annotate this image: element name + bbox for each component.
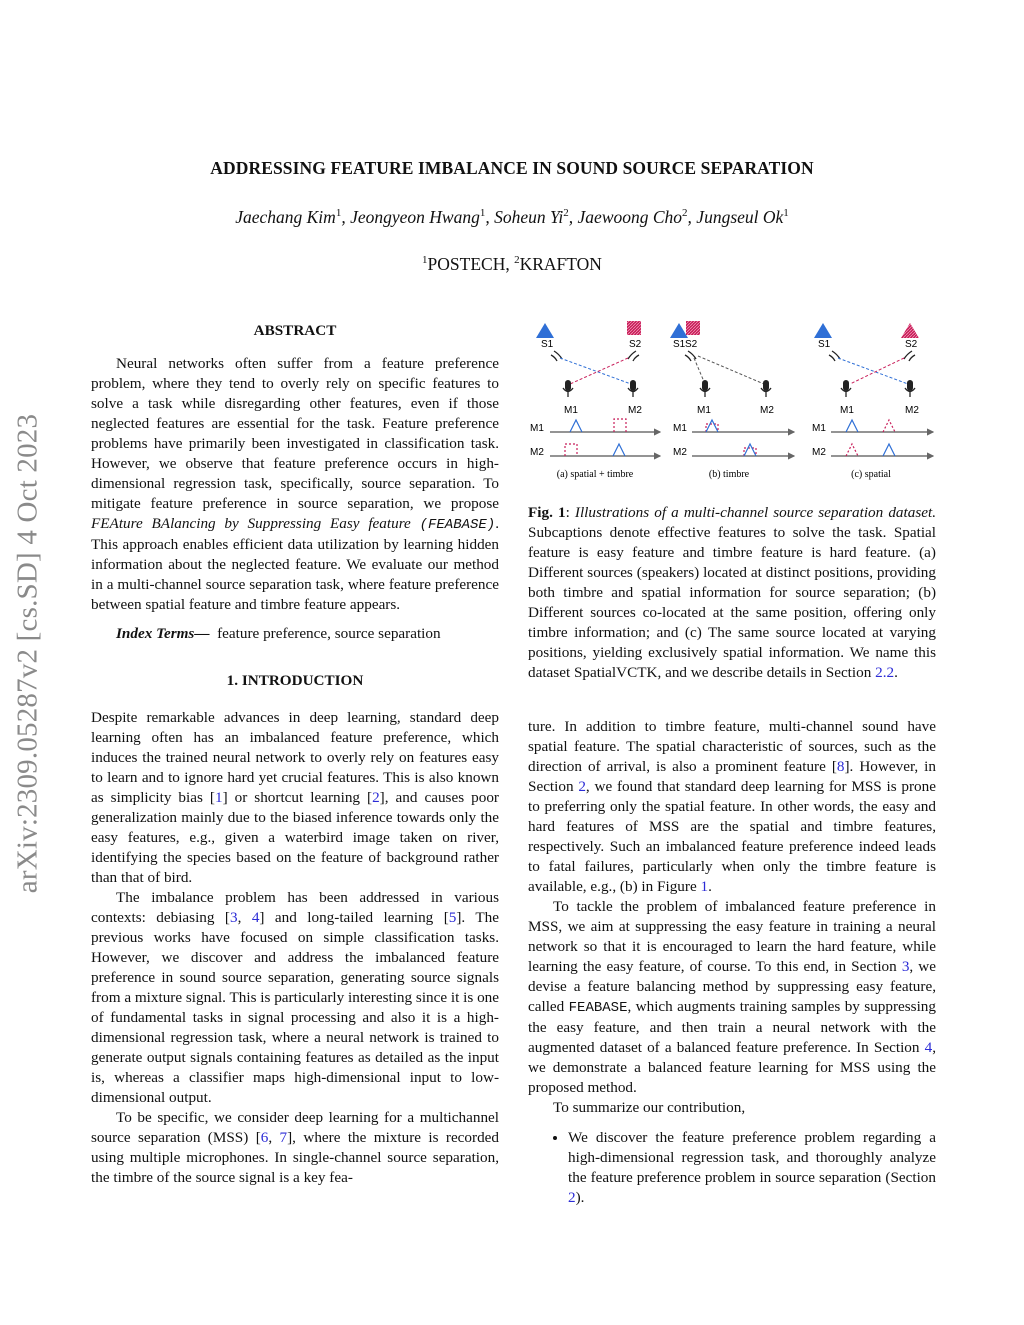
mic-label: M2: [760, 405, 774, 416]
channel-label: M1: [530, 423, 544, 434]
intro-heading: 1. INTRODUCTION: [226, 672, 364, 689]
mic-label: M1: [840, 405, 854, 416]
source-label: S2: [905, 339, 918, 350]
abstract-text: Neural networks often suffer from a feature preference problem, where they tend to overly rely on specific features to solve a task while disregarding other features, even if those neglected features are essential for the task. Feature preference problems have primarily been investigated in classification task. However, we observe that feature preference occurs in high-dimensional regression task, specifically, source separation. To mitigate feature preference in source separation, we propose FEAture BAlancing by Suppressing Easy feature (FEABASE). This approach enables efficient data utilization by learning hidden information about the neglected feature. We evaluate our method in a multi-channel source separation task, where feature preference between spatial feature and timbre feature appears.: [91, 355, 500, 613]
microphone-icon: [761, 380, 771, 397]
affiliations: $^1$POSTECH, $^2$KRAFTON: [422, 254, 602, 274]
right-column: [528, 717, 936, 1208]
speaker-triangle-icon: [536, 323, 554, 338]
figure-1-illustration: [528, 314, 938, 494]
index-terms: Index Terms— feature preference, source separation: [116, 625, 441, 642]
microphone-icon: [700, 380, 710, 397]
citation-link[interactable]: 4: [251, 909, 260, 926]
citation-link[interactable]: 6: [260, 1129, 269, 1146]
section-link[interactable]: 2: [578, 778, 586, 795]
author-list: [0, 207, 1024, 228]
panel-a: [530, 321, 660, 480]
list-item: • We discover the feature preference problem regarding a high-dimensional regression task, and thoroughly analyze the feature preference problem in source separation (Section 2).: [568, 1128, 936, 1208]
section-link[interactable]: 3: [901, 958, 910, 975]
author: Soheun Yi$^2$,: [494, 207, 578, 227]
left-column: [91, 321, 499, 1188]
speaker-triangle-icon: [814, 323, 832, 338]
source-label: S1: [673, 339, 686, 350]
body-paragraph: To tackle the problem of imbalanced feature preference in MSS, we aim at suppressing the easy feature in training a neural network so that it is encouraged to learn the hard feature, while learning the easy feature, of course. To this end, in Section 3, we devise a feature balancing method by suppressing easy feature, called FEABASE, which augments training samples by suppressing the easy feature, and then train a neural network with the augmented dataset of a balanced feature preference. In Section 4, we demonstrate a balanced feature learning for MSS using the proposed method.: [528, 898, 936, 1096]
mic-label: M1: [697, 405, 711, 416]
subcaption: (a) spatial + timbre: [556, 469, 634, 480]
speaker-square-icon: [627, 321, 641, 335]
author: Jaewoong Cho$^2$,: [577, 207, 697, 227]
arxiv-identifier: arXiv:2309.05287v2 [cs.SD] 4 Oct 2023: [11, 413, 44, 894]
channel-label: M2: [530, 447, 544, 458]
panel-c: [812, 323, 933, 480]
figure-link[interactable]: 1: [700, 878, 709, 895]
panel-b: [670, 321, 794, 480]
source-label: S1: [818, 339, 831, 350]
contribution-list: [528, 1128, 936, 1208]
body-paragraph: To summarize our contribution,: [553, 1099, 746, 1116]
channel-label: M2: [673, 447, 687, 458]
intro-paragraph: The imbalance problem has been addressed in various contexts: debiasing [3, 4] and long-tailed learning [5]. The previous works have focused on simple classification tasks. However, we discover and address the imbalanced feature preference in sound source separation, generating source signals from a mixture signal. This is particularly interesting since it is one of fundamental tasks in signal processing and also it is a high-dimensional regression task, where a neural network is trained to generate output signals containing features as detailed as the input is, whereas a classifier maps high-dimensional input to low-dimensional output.: [91, 889, 500, 1106]
body-paragraph: ture. In addition to timbre feature, multi-channel sound have spatial feature. The spatial characteristic of sources, such as the direction of arrival, is also a prominent feature [8]. However, in Section 2, we found that standard deep learning for MSS is prone to preferring only the spatial feature. In other words, the easy and hard features of MSS are the spatial and timbre features, respectively. Such an imbalanced feature preference indeed leads to fatal failures, particularly when only the timbre feature is available, e.g., (b) in Figure 1.: [528, 718, 936, 895]
channel-label: M1: [673, 423, 687, 434]
section-link[interactable]: 2: [568, 1189, 576, 1206]
source-label: S2: [629, 339, 642, 350]
speaker-triangle-icon: [901, 323, 919, 338]
citation-link[interactable]: 8: [836, 758, 845, 775]
mic-label: M2: [905, 405, 919, 416]
intro-paragraph: Despite remarkable advances in deep learning, standard deep learning often has an imbalanced feature preference, which induces the trained neural network to overly rely on features easy to learn and to ignore hard yet crucial features. This is also known as simplicity bias [1] or shortcut learning [2], and causes poor generalization mainly due to the biased inference towards only the easy features, e.g., given a waterbird image taken on river, identifying the species based on the feature of background rather than that of bird.: [91, 709, 499, 886]
subcaption: (c) spatial: [851, 469, 891, 480]
channel-label: M2: [812, 447, 826, 458]
mic-label: M2: [628, 405, 642, 416]
microphone-icon: [841, 380, 851, 397]
citation-link[interactable]: 1: [214, 789, 223, 806]
section-link[interactable]: 2.2: [875, 664, 895, 681]
mic-label: M1: [564, 405, 578, 416]
channel-label: M1: [812, 423, 826, 434]
microphone-icon: [628, 380, 638, 397]
speaker-square-icon: [686, 321, 700, 335]
figure-1: [528, 314, 938, 494]
speaker-triangle-icon: [670, 323, 688, 338]
source-label: S1: [541, 339, 554, 350]
source-label: S2: [685, 339, 698, 350]
intro-paragraph: To be specific, we consider deep learning for a multichannel source separation (MSS) [6, 7], where the mixture is recorded using multiple microphones. In single-channel source separation, the timbre of the source signal is a key fea-: [91, 1109, 500, 1186]
citation-link[interactable]: 2: [372, 789, 380, 806]
microphone-icon: [563, 380, 573, 397]
author: Jaechang Kim$^1$,: [235, 207, 351, 227]
citation-link[interactable]: 3: [229, 909, 238, 926]
author: Jeongyeon Hwang$^1$,: [350, 207, 495, 227]
abstract-heading: ABSTRACT: [253, 322, 337, 339]
paper-title: ADDRESSING FEATURE IMBALANCE IN SOUND SOURCE SEPARATION: [210, 158, 814, 178]
microphone-icon: [905, 380, 915, 397]
author: Jungseul Ok$^1$: [696, 207, 789, 227]
section-link[interactable]: 4: [924, 1039, 933, 1056]
figure-caption: Fig. 1: Illustrations of a multi-channel source separation dataset. Subcaptions denote effective features to solve the task. Spatial feature is easy feature and timbre feature is hard feature. (a) Different sources (speakers) located at distinct positions, providing both timbre and spatial information for source separation; (b) Different sources co-located at the same position, offering only timbre information; and (c) The same source located at varying positions, yielding exclusively spatial information. We name this dataset SpatialVCTK, and we describe details in Section 2.2.: [528, 504, 936, 681]
subcaption: (b) timbre: [708, 469, 750, 480]
citation-link[interactable]: 7: [279, 1129, 288, 1146]
citation-link[interactable]: 5: [448, 909, 457, 926]
